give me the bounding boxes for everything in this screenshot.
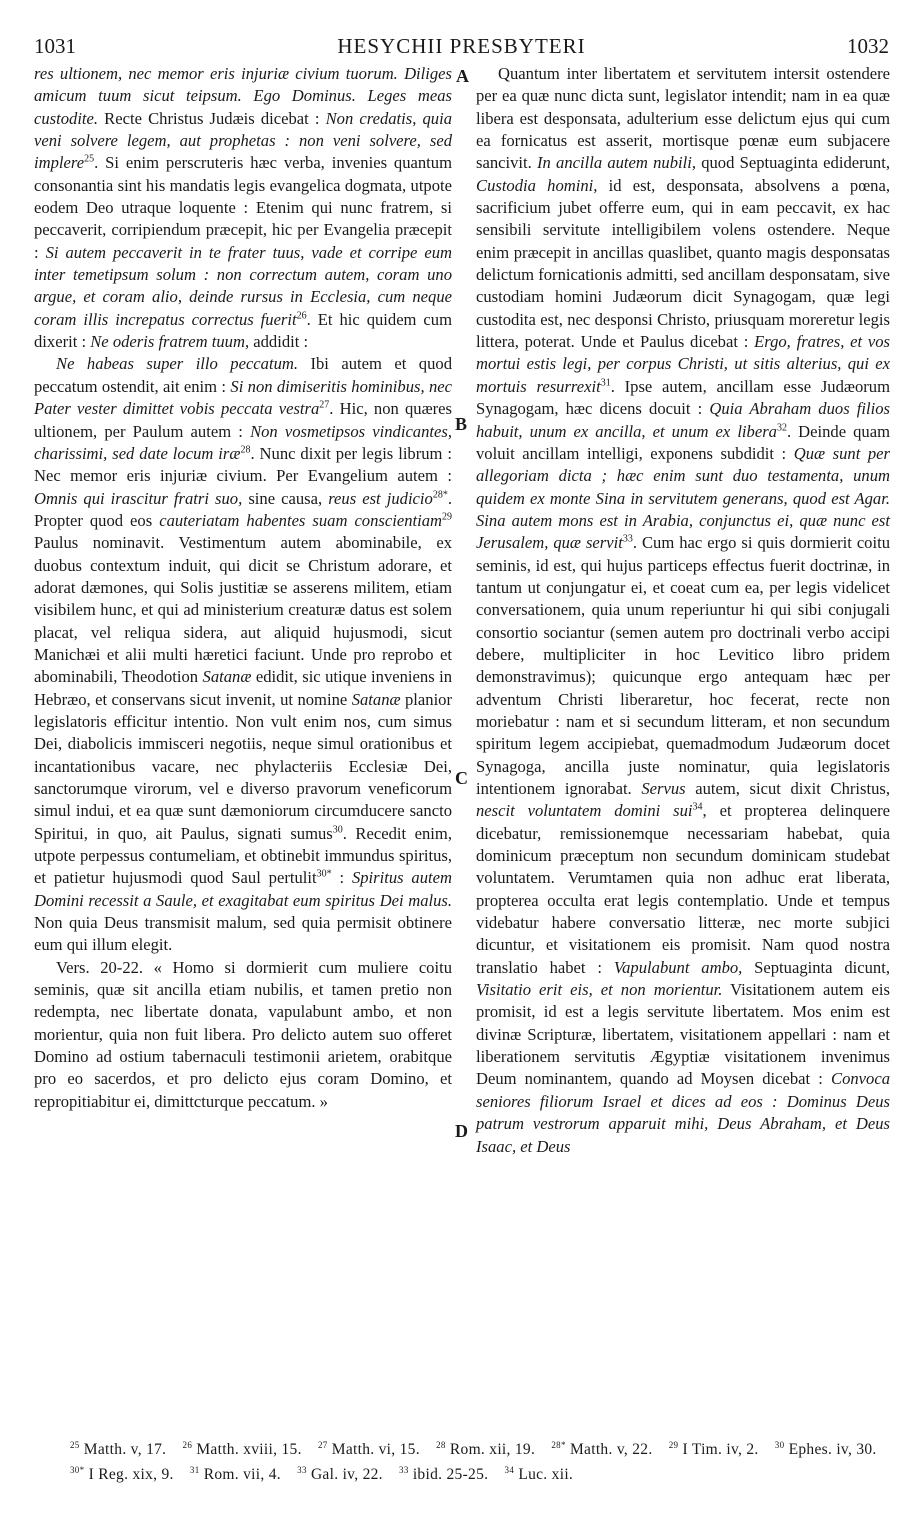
italic-text: Satanæ — [351, 689, 401, 709]
footnote-ref: 30 — [332, 824, 343, 836]
footnote-text: Matth. xviii, 15. — [196, 1441, 302, 1459]
italic-text: nescit voluntatem domini sui — [476, 801, 693, 821]
text: Quantum inter libertatem et servitutem intersit ostendere per ea quæ nunc dicta sunt, legislator intendit; nam in ea quæ libera est desponsata, adulterium esse delictum ejus qui cum ea fornicatus est asserit, mortisque pœnæ eum subjacere sancivit. — [476, 64, 890, 173]
italic-text: Vapulabunt ambo, — [613, 957, 743, 977]
italic-text: Si autem peccaverit in te frater tuus, vade et corripe eum inter temetipsum solum : non correctum autem, coram uno argue, et coram alio, deinde rursus in Ecclesia, cum neque coram illis increpatus correctus fuerit — [34, 242, 453, 329]
footnote — [190, 1466, 281, 1483]
footnote-ref: 25 — [84, 153, 95, 165]
right-column — [476, 63, 890, 1158]
italic-text: Spiritus autem Domini recessit a Saule, et exagitabat eum spiritus Dei malus. — [34, 868, 452, 910]
page-header — [34, 34, 889, 60]
footnote-ref: 27 — [319, 399, 330, 411]
text: . Recedit enim, utpote perpessus contumeliam, et obtinebit immundus spiritus, et patietur hujusmodi quod Saul pertulit — [34, 823, 452, 888]
footnote — [775, 1441, 877, 1458]
text: Vers. 20-22. « Homo si dormierit cum muliere coitu seminis, quæ sit ancilla etiam nubilis, et tamen pretio non redempta, nec libertate donata, vapulabunt ambo, et non morientur, quia non fuit libera. Pro delicto autem suo offeret Domino ad ostium tabernaculi testimonii arietem, orabitque pro eo sacerdos, et pro delicto ejus coram Domino, et repropitiabitur ei, dimittcturque peccatum. » — [34, 957, 452, 1111]
footnote-number: 30* — [70, 1465, 85, 1476]
footnote — [436, 1441, 535, 1458]
text: Non quia Deus transmisit malum, sed quia permisit obtinere eum qui illum elegit. — [34, 913, 452, 955]
footnote-text: Luc. xii. — [518, 1466, 574, 1484]
text: . Hic, non quæres ultionem, per Paulum autem : — [34, 399, 452, 441]
footnote-text: Ephes. iv, 30. — [788, 1441, 877, 1459]
italic-text: Quia Abraham duos filios habuit, unum ex ancilla, et unum ex libera — [476, 399, 890, 441]
text: addidit : — [249, 332, 309, 352]
italic-text: Omnis qui irascitur fratri suo, — [34, 488, 243, 508]
section-marker-a: A — [456, 66, 469, 86]
text: Visitationem autem eis promisit, id est a legis servitute libertatem. Mos enim est divinæ Scripturæ, libertatem, visitationem appellari : nam et liberationem servitutis Ægyptiæ visitationem invenimus Deum nominantem, quando ad Moysen dicebat : — [476, 980, 890, 1089]
section-marker-b: B — [455, 414, 468, 434]
footnote-number: 27 — [317, 1440, 328, 1450]
footnote-ref: 33 — [622, 533, 633, 545]
section-marker-d: D — [455, 1121, 468, 1141]
italic-text: Satanæ — [202, 667, 252, 687]
footnote-text: I Tim. iv, 2. — [682, 1441, 759, 1459]
text: . Deinde quam voluit ancillam intelligi, exponens subdidit : — [476, 421, 890, 463]
footnote-text: Matth. vi, 15. — [331, 1441, 420, 1459]
text: . Ipse autem, ancillam esse Judæorum Synagogam, hæc dicens docuit : — [476, 376, 890, 419]
page-number-right: 1032 — [847, 34, 889, 58]
page-number-left: 1031 — [34, 34, 76, 58]
footnote-text: Gal. iv, 22. — [310, 1466, 383, 1484]
footnote — [70, 1466, 174, 1483]
footnote — [399, 1466, 488, 1483]
paragraph — [34, 63, 452, 353]
text: . Si enim perscruteris hæc verba, invenies quantum consonantia sint his mandatis legis evangelica dogmata, utpote eodem Deo utraque loquente : Etenim qui nunc fratrem, si peccaverit, corripiendum præcepit, hic per Evangelia præcepit : — [34, 153, 452, 262]
footnote — [669, 1441, 759, 1458]
text: Recte Christus Judæis dicebat : — [98, 108, 326, 128]
footnote-text: ibid. 25-25. — [412, 1466, 489, 1484]
italic-text: res ultionem, nec memor eris injuriæ civium tuorum. Diliges amicum tuum sicut teipsum. Ego Dominus. Leges meas custodite. — [34, 64, 452, 128]
text: , et propterea delinquere dicebatur, remissionemque necessariam habebat, quia dominicum præceptum non secundum dominicam studebat voluntatem. Verumtamen quia non adhuc erat liberata, propterea occulta erat legis contemplatio. Unde et tempus videbatur habere conversatio litteræ, nec morte subjici dicuntur, et visitationem eis promisit. Nam quod nostra translatio habet : — [476, 801, 890, 977]
footnote-number: 33 — [297, 1465, 307, 1476]
footnote-number: 28 — [436, 1440, 446, 1450]
text: . Propter quod eos — [34, 488, 452, 530]
italic-text: Visitatio erit eis, et non morientur. — [476, 980, 723, 1000]
text: . Cum hac ergo si quis dormierit coitu seminis, id est, qui hujus particeps effectus fuerit doctrinæ, in tantum ut conjungatur ei, et coeat cum ea, per legis videlicet conversationem, quia unum reperiuntur hi qui sibi conjugali consortio sociantur (semen autem pro doctrinali verbo accipi debere, multipliciter in hoc Levitico libro pridem demonstravimus); quicunque ergo antequam hæc per adventum Christi liberaretur, hoc fecerat, recte non moriebatur : nam et si secundum litteram, et non secundum spiritum legem accipiebat, quemadmodum Judæorum docet Synagoga, ancilla juste nominatur, quia legislatoris intentionem ignorabat. — [476, 533, 890, 798]
paragraph — [34, 957, 452, 1113]
footnote-number: 25 — [70, 1440, 80, 1450]
footnote-number: 26 — [182, 1440, 193, 1450]
paragraph — [34, 353, 452, 956]
footnotes — [70, 1435, 890, 1485]
footnote-number: 29 — [668, 1440, 679, 1450]
footnote-text: Matth. v, 17. — [83, 1441, 167, 1459]
footnote-text: I Reg. xix, 9. — [88, 1466, 174, 1484]
left-column — [34, 63, 452, 1113]
italic-text: Convoca seniores filiorum Israel et dices ad eos : Dominus Deus patrum vestrorum apparuit mihi, Deus Abraham, et Deus Isaac, et Deus — [476, 1069, 890, 1156]
footnote — [505, 1466, 574, 1483]
text: autem, sicut dixit Christus, — [685, 779, 890, 798]
text: edidit, sic utique inveniens in Hebræo, et conservans sicut invenit, ut nomine — [34, 667, 453, 709]
footnote-ref: 28 — [240, 444, 251, 456]
footnote-number: 34 — [504, 1465, 515, 1476]
italic-text: Non credatis, quia veni solvere legem, aut prophetas : non veni solvere, sed implere — [34, 108, 452, 173]
section-marker-c: C — [455, 768, 468, 788]
footnote-number: 33 — [399, 1465, 409, 1476]
italic-text: Custodia homini, — [476, 175, 598, 195]
text: Paulus nominavit. Vestimentum autem abominabile, ex duobus contextum induit, qui dicit se Christum adorare, et adorat dæmones, qui Solis justitiæ se asserens militem, etiam visibilem hunc, et qui ad ministerium creaturæ datus est solem placat, vel reliqua sidera, aut aliquid hujusmodi, sicut Manichæi et alii multi hæretici faciunt. Unde pro reprobo et abominabili, Theodotion — [34, 533, 452, 687]
footnote-number: 30 — [774, 1440, 785, 1450]
italic-text: Non vosmetipsos vindicantes, charissimi, sed date locum iræ — [34, 421, 452, 463]
text: planior legislatoris efficitur intentio. Non vult enim nos, cum simus Dei, diabolicis immisceri negotiis, neque simul orationibus et incantationibus vacare, nec phylacteriis Ecclesiæ Dei, sanctorumque virorum, vel e diverso pravorum veneficorum simul indui, et ea quæ sunt dæmoniorum circumducere sancto Spiritui, in quo, ait Paulus, signati sumus — [34, 689, 452, 843]
text: id est, desponsata, absolvens a pœna, sacrificium jubet offerre eum, qui in eam peccavit, ex hac sensibili servitute intelligibilem volens ostendere. Neque enim præcepit in ancillas quaslibet, quanto magis desponsatas delictum fornicationis admitti, sed ancillam desponsatam, sive custodiam homini Judæorum dicit Synagogam, quæ legi custodita est, nec desponsi Christo, priusquam moreretur legis littera, poterat. Unde et Paulus dicebat : — [476, 175, 890, 352]
italic-text: Quæ sunt per allegoriam dicta ; hæc enim sunt duo testamenta, unum quidem ex monte Sina in servitutem generans, quod est Agar. Sina autem mons est in Arabia, conjunctus ei, quæ nunc est Jerusalem, quæ servit — [476, 443, 890, 553]
footnote-ref: 34 — [692, 801, 703, 813]
italic-text: Ergo, fratres, et vos mortui estis legi, per corpus Christi, ut sitis alterius, qui ex mortuis resurrexit — [476, 332, 890, 396]
footnote — [183, 1441, 302, 1458]
footnote-text: Rom. vii, 4. — [203, 1466, 281, 1484]
text: sine causa, — [242, 488, 329, 508]
footnote-ref: 30* — [316, 868, 332, 880]
italic-text: Ne habeas super illo peccatum. — [56, 354, 299, 374]
text: . Et hic quidem cum dixerit : — [34, 309, 453, 352]
italic-text: Ne oderis fratrem tuum, — [90, 332, 250, 352]
italic-text: Servus — [641, 779, 686, 798]
footnote-ref: 29 — [442, 511, 452, 523]
footnote — [297, 1466, 383, 1483]
footnote-ref: 28* — [432, 489, 448, 500]
text: : — [331, 868, 352, 888]
footnote — [318, 1441, 420, 1458]
footnote — [70, 1441, 166, 1458]
footnote — [551, 1441, 652, 1458]
italic-text: Si non dimiseritis hominibus, nec Pater vester dimittet vobis peccata vestra — [34, 376, 452, 419]
footnote-number: 31 — [189, 1465, 200, 1476]
footnote-ref: 32 — [776, 421, 787, 433]
italic-text: cauteriatam habentes suam conscientiam — [159, 510, 442, 530]
paragraph — [476, 63, 890, 1158]
footnote-ref: 26 — [296, 310, 307, 322]
footnote-text: Rom. xii, 19. — [449, 1441, 536, 1459]
running-title: HESYCHII PRESBYTERI — [337, 34, 586, 58]
footnote-number: 28* — [551, 1440, 566, 1450]
text: Septuaginta dicunt, — [742, 957, 890, 977]
text: . Nunc dixit per legis librum : Nec memor eris injuriæ civium. Per Evangelium autem : — [34, 443, 453, 486]
text: Ibi autem et quod peccatum ostendit, ait enim : — [34, 354, 452, 396]
footnote-text: Matth. v, 22. — [569, 1441, 653, 1459]
text: quod Septuaginta ediderunt, — [695, 153, 890, 173]
italic-text: In ancilla autem nubili, — [536, 153, 696, 173]
italic-text: reus est judicio — [328, 488, 433, 508]
footnote-ref: 31 — [600, 377, 611, 389]
